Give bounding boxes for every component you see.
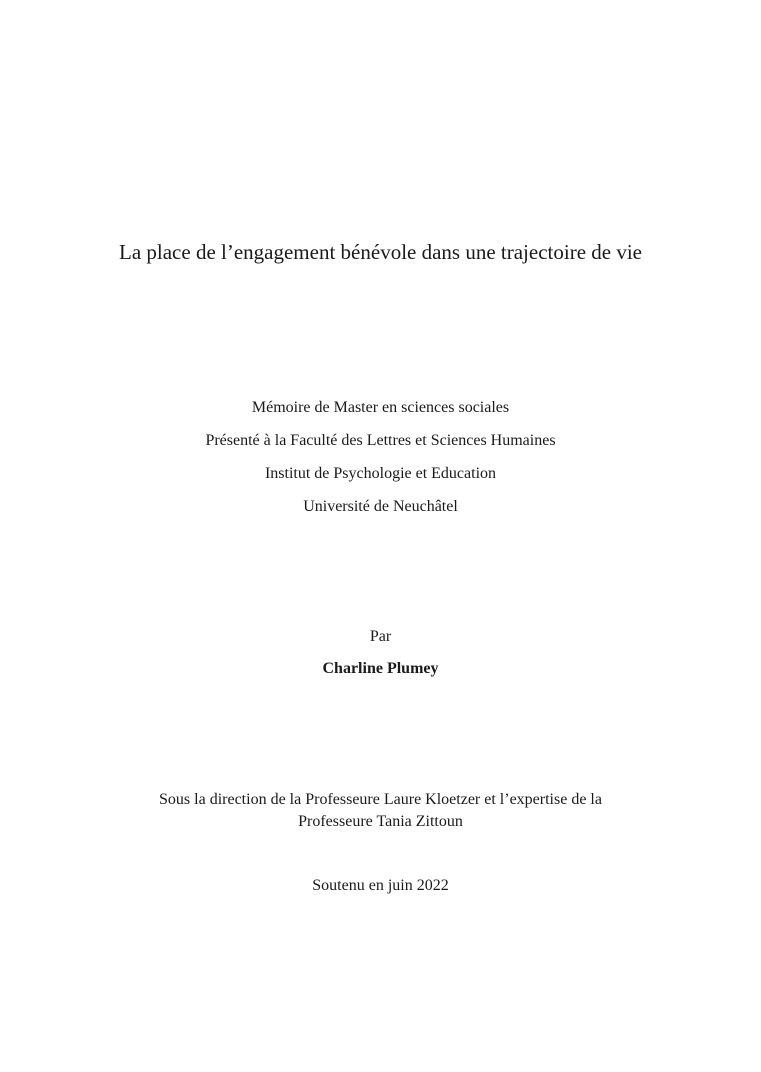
thesis-title: La place de l’engagement bénévole dans une trajectoire de vie xyxy=(119,240,642,264)
defense-date: Soutenu en juin 2022 xyxy=(312,877,449,894)
university-line: Université de Neuchâtel xyxy=(303,498,458,515)
faculty-line: Présenté à la Faculté des Lettres et Sciences Humaines xyxy=(205,432,556,449)
degree-line: Mémoire de Master en sciences sociales xyxy=(251,399,510,416)
by-label: Par xyxy=(369,628,392,645)
author-name: Charline Plumey xyxy=(322,660,439,677)
supervision-line-1: Sous la direction de la Professeure Laure Kloetzer et l’expertise de la xyxy=(159,791,602,808)
institute-line: Institut de Psychologie et Education xyxy=(264,465,497,482)
supervision-line-2: Professeure Tania Zittoun xyxy=(298,813,463,830)
